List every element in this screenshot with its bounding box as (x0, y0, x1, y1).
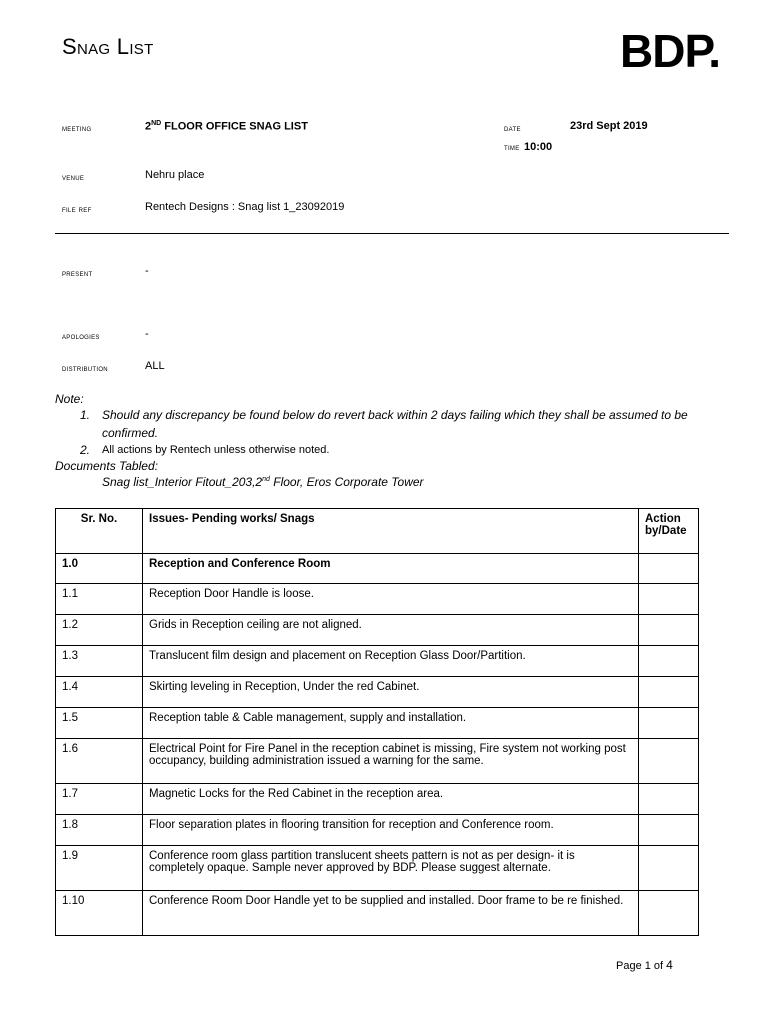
row-number: 1.4 (56, 677, 143, 708)
document-title: Snag List (62, 34, 154, 59)
row-action-cell (639, 784, 699, 815)
note-item2-text: All actions by Rentech unless otherwise noted. (102, 444, 330, 456)
table-section-row (56, 554, 699, 584)
row-number: 1.1 (56, 584, 143, 615)
doc-name-post: Floor, Eros Corporate Tower (269, 475, 424, 489)
row-issue: Reception Door Handle is loose. (143, 584, 639, 615)
meeting-floor-num: 2 (145, 120, 152, 133)
fileref-value: Rentech Designs : Snag list 1_23092019 (145, 201, 345, 213)
row-number: 1.8 (56, 815, 143, 846)
page-num: 1 (644, 960, 651, 972)
row-issue: Floor separation plates in flooring transition for reception and Conference room. (143, 815, 639, 846)
table-row (56, 677, 699, 708)
page-pre: Page (616, 960, 645, 972)
table-header-row (56, 509, 699, 554)
time-value: 10:00 (524, 141, 553, 153)
row-action-cell (639, 708, 699, 739)
table-row (56, 646, 699, 677)
apologies-value: - (145, 328, 149, 340)
row-issue: Conference room glass partition translucent sheets pattern is not as per design- it is completely opaque. Sample never approved by BDP. Please suggest alternate. (143, 846, 639, 891)
page-of: of (650, 960, 667, 972)
date-value: 23rd Sept 2019 (570, 120, 648, 132)
doc-name-pre: Snag list_Interior Fitout_203,2 (102, 475, 263, 489)
distribution-label: distribution (62, 363, 108, 373)
row-action-cell (639, 846, 699, 891)
row-issue: Translucent film design and placement on Reception Glass Door/Partition. (143, 646, 639, 677)
row-issue: Conference Room Door Handle yet to be supplied and installed. Door frame to be re finished. (143, 891, 639, 936)
fileref-label: file ref (62, 204, 92, 214)
divider-rule (55, 233, 729, 234)
row-action-cell (639, 584, 699, 615)
row-number: 1.10 (56, 891, 143, 936)
page-total: 4 (666, 958, 673, 972)
table-row (56, 584, 699, 615)
bdp-logo: BDP. (620, 25, 720, 77)
col-header-sr-no: Sr. No. (56, 509, 143, 554)
row-issue: Grids in Reception ceiling are not aligned. (143, 615, 639, 646)
row-action-cell (639, 646, 699, 677)
meeting-rest: FLOOR OFFICE SNAG LIST (161, 120, 308, 133)
meeting-label: meeting (62, 123, 92, 133)
row-issue: Magnetic Locks for the Red Cabinet in the reception area. (143, 784, 639, 815)
note-item1-line2: confirmed. (102, 426, 159, 440)
row-action-cell (639, 891, 699, 936)
row-issue: Electrical Point for Fire Panel in the reception cabinet is missing, Fire system not working post occupancy, building administration issued a warning for the same. (143, 739, 639, 784)
row-number: 1.2 (56, 615, 143, 646)
note-item1-line1: Should any discrepancy be found below do revert back within 2 days failing which they shall be assumed to be (102, 408, 688, 422)
row-number: 1.6 (56, 739, 143, 784)
row-number: 1.5 (56, 708, 143, 739)
row-action-cell (639, 677, 699, 708)
present-label: present (62, 268, 93, 278)
row-action-cell (639, 615, 699, 646)
venue-label: venue (62, 172, 85, 182)
documents-tabled-heading: Documents Tabled: (55, 459, 158, 473)
doc-name-sup: nd (262, 476, 270, 483)
section-number: 1.0 (56, 554, 143, 584)
apologies-label: apologies (62, 331, 100, 341)
meeting-value (145, 120, 308, 133)
snag-table (55, 508, 699, 936)
row-action-cell (639, 815, 699, 846)
distribution-value: ALL (145, 360, 165, 372)
time-line (504, 137, 552, 155)
table-row (56, 784, 699, 815)
row-issue: Reception table & Cable management, supply and installation. (143, 708, 639, 739)
table-row (56, 815, 699, 846)
venue-value: Nehru place (145, 169, 205, 181)
table-row (56, 615, 699, 646)
col-header-action: Action by/Date (639, 509, 699, 554)
present-value: - (145, 265, 149, 277)
row-number: 1.3 (56, 646, 143, 677)
table-row (56, 708, 699, 739)
table-row (56, 891, 699, 936)
note-item2-number: 2. (80, 443, 91, 457)
table-row (56, 846, 699, 891)
note-heading: Note: (55, 392, 84, 406)
note-item1-number: 1. (80, 408, 91, 422)
page-number (616, 958, 673, 972)
time-label: time (504, 142, 520, 152)
date-label: date (504, 123, 521, 133)
section-action-cell (639, 554, 699, 584)
col-header-issues: Issues- Pending works/ Snags (143, 509, 639, 554)
row-number: 1.7 (56, 784, 143, 815)
meeting-floor-sup: ND (151, 120, 162, 127)
row-number: 1.9 (56, 846, 143, 891)
section-title: Reception and Conference Room (143, 554, 639, 584)
documents-tabled-item (102, 475, 424, 489)
row-issue: Skirting leveling in Reception, Under the red Cabinet. (143, 677, 639, 708)
row-action-cell (639, 739, 699, 784)
table-row (56, 739, 699, 784)
